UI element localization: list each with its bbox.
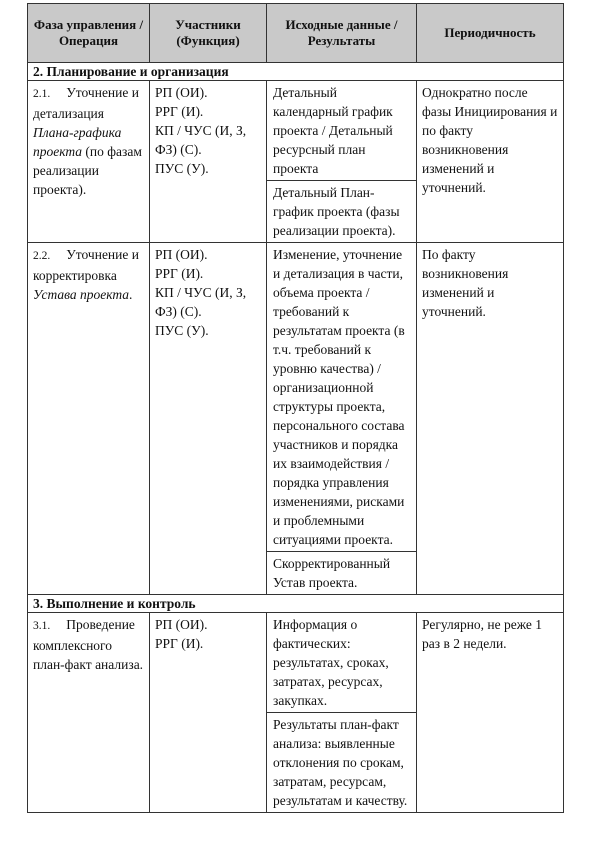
participant: КП / ЧУС (И, З, ФЗ) (С). <box>155 285 247 319</box>
data-cell <box>267 243 417 595</box>
header-phase: Фаза управления / Операция <box>28 4 150 63</box>
period-cell: По факту возникновения изменений и уточнений. <box>417 243 564 595</box>
participant: РП (ОИ). <box>155 617 208 632</box>
data-cell <box>267 81 417 243</box>
operation-text-suffix: (по фазам реализации проекта). <box>33 144 142 197</box>
operation-number: 2.1. <box>33 88 51 100</box>
section-title: 2. Планирование и организация <box>28 63 564 81</box>
operation-number: 2.2. <box>33 250 51 262</box>
participant: РРГ (И). <box>155 104 204 119</box>
operation-text: Уточнение и детализация <box>33 85 139 121</box>
input-data: Информация о фактических: результатах, сроках, затратах, ресурсах, закупках. <box>273 617 389 708</box>
participant: РП (ОИ). <box>155 85 208 100</box>
participants-cell <box>150 613 267 813</box>
header-period: Периодичность <box>417 4 564 63</box>
input-data: Изменение, уточнение и детализация в части, объема проекта / требований к результатам проекта (в т.ч. требований к уровню качества) / организационной структуры проекта, персонального состава участников и порядка их взаимодействия / порядка управления изменениями, рисками и проблемными ситуациями проекта. <box>273 247 405 547</box>
operation-text-suffix: . <box>129 287 133 302</box>
operation-text: Проведение комплексного план-факт анализа. <box>33 617 144 672</box>
result-data: Скорректированный Устав проекта. <box>267 551 416 594</box>
operation-cell <box>28 613 150 813</box>
period-cell: Однократно после фазы Инициирования и по факту возникновения изменений и уточнений. <box>417 81 564 243</box>
operation-document: Плана-графика проекта <box>33 125 122 159</box>
participant: КП / ЧУС (И, З, ФЗ) (С). <box>155 123 247 157</box>
participant: РРГ (И). <box>155 266 204 281</box>
table-row <box>28 243 564 595</box>
participant: ПУС (У). <box>155 323 209 338</box>
operation-number: 3.1. <box>33 620 51 632</box>
process-table <box>27 3 564 813</box>
header-data: Исходные данные / Результаты <box>267 4 417 63</box>
input-data: Детальный календарный график проекта / Детальный ресурсный план проекта <box>273 85 393 176</box>
header-participants: Участники (Функция) <box>150 4 267 63</box>
operation-document: Устава проекта <box>33 287 130 302</box>
section-header-row <box>28 63 564 81</box>
participant: ПУС (У). <box>155 161 209 176</box>
section-header-row <box>28 595 564 613</box>
section-title: 3. Выполнение и контроль <box>28 595 564 613</box>
participants-cell <box>150 81 267 243</box>
data-cell <box>267 613 417 813</box>
participant: РП (ОИ). <box>155 247 208 262</box>
result-data: Детальный План-график проекта (фазы реализации проекта). <box>267 180 416 242</box>
result-data: Результаты план-факт анализа: выявленные отклонения по срокам, затратам, ресурсам, результатам и качеству. <box>267 712 416 812</box>
period-cell: Регулярно, не реже 1 раз в 2 недели. <box>417 613 564 813</box>
operation-text: Уточнение и корректировка <box>33 247 139 283</box>
table-row <box>28 81 564 243</box>
participant: РРГ (И). <box>155 636 204 651</box>
participants-cell <box>150 243 267 595</box>
operation-cell <box>28 243 150 595</box>
table-header-row <box>28 4 564 63</box>
operation-cell <box>28 81 150 243</box>
table-row <box>28 613 564 813</box>
